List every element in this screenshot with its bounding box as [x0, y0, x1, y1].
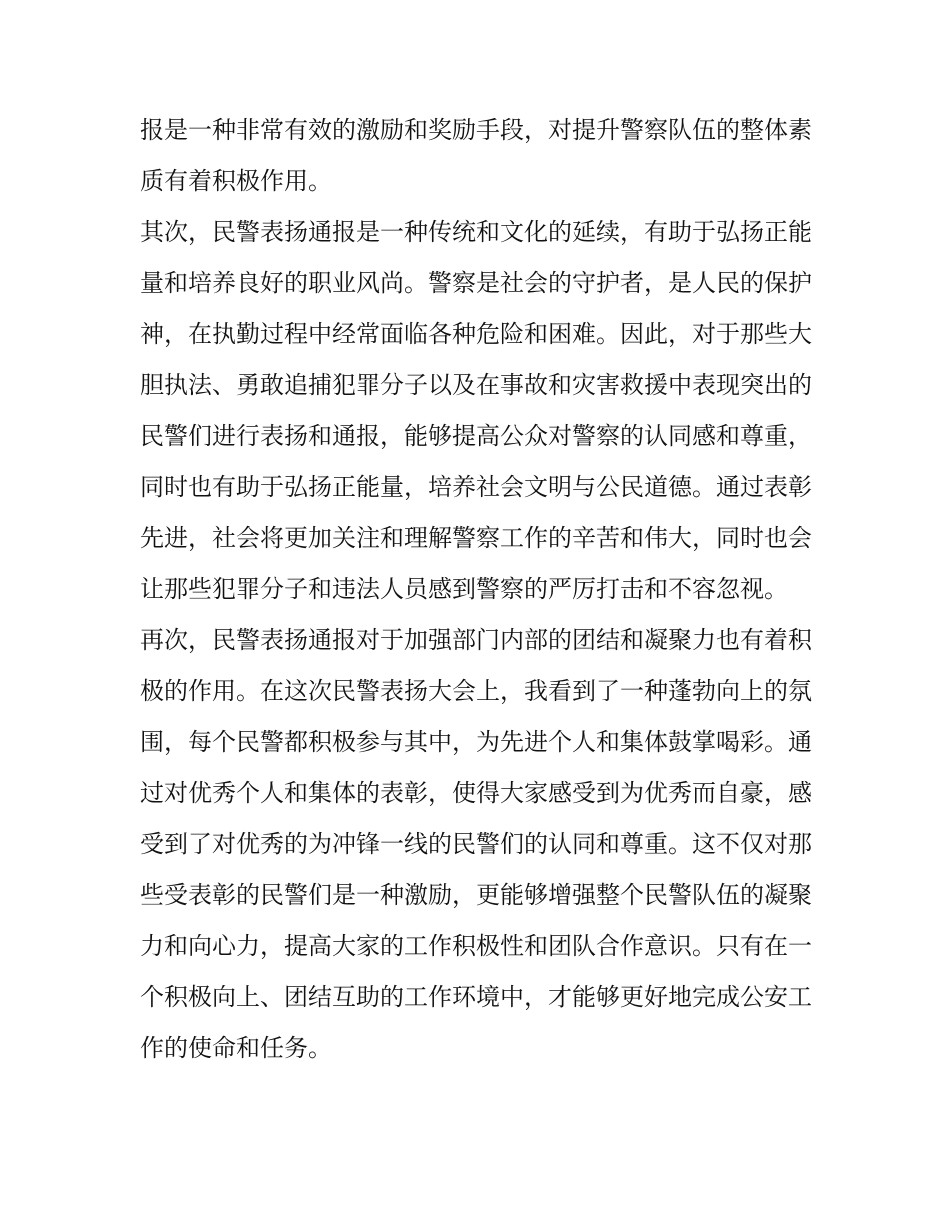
- paragraph-2: 其次，民警表扬通报是一种传统和文化的延续，有助于弘扬正能量和培养良好的职业风尚。警察是社会的守护者，是人民的保护神，在执勤过程中经常面临各种危险和困难。因此，对于那些大胆执法、勇敢追捕犯罪分子以及在事故和灾害救援中表现突出的民警们进行表扬和通报，能够提高公众对警察的认同感和尊重，同时也有助于弘扬正能量，培养社会文明与公民道德。通过表彰先进，社会将更加关注和理解警察工作的辛苦和伟大，同时也会让那些犯罪分子和违法人员感到警察的严厉打击和不容忽视。: [140, 218, 812, 603]
- paragraph-1: 报是一种非常有效的激励和奖励手段，对提升警察队伍的整体素质有着积极作用。: [140, 116, 812, 195]
- document-body: [140, 105, 812, 1074]
- paragraph-3: 再次，民警表扬通报对于加强部门内部的团结和凝聚力也有着积极的作用。在这次民警表扬大会上，我看到了一种蓬勃向上的氛围，每个民警都积极参与其中，为先进个人和集体鼓掌喝彩。通过对优秀个人和集体的表彰，使得大家感受到为优秀而自豪，感受到了对优秀的为冲锋一线的民警们的认同和尊重。这不仅对那些受表彰的民警们是一种激励，更能够增强整个民警队伍的凝聚力和向心力，提高大家的工作积极性和团队合作意识。只有在一个积极向上、团结互助的工作环境中，才能够更好地完成公安工作的使命和任务。: [140, 626, 812, 1062]
